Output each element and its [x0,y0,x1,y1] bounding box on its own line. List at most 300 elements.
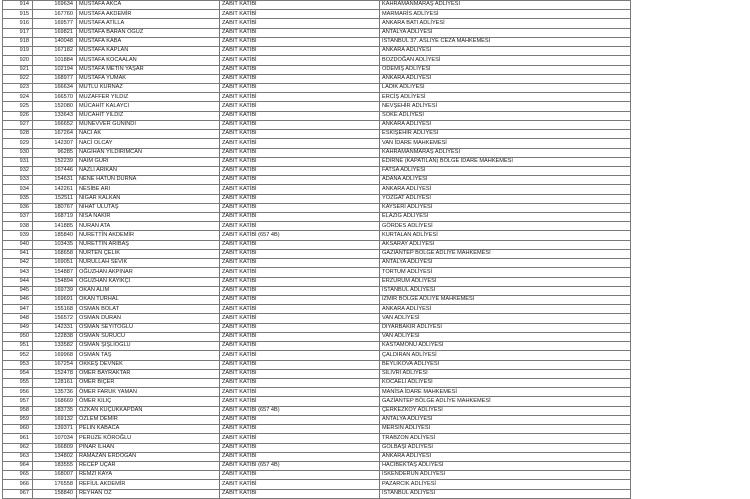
title-cell: ZABIT KATİBİ [220,222,380,231]
title-cell: ZABIT KATİBİ [220,19,380,28]
registry-id-cell: 107034 [33,434,77,443]
registry-id-cell: 133643 [33,111,77,120]
full-name-cell: REYHAN ÖZ [77,489,220,498]
table-row [3,360,747,369]
table-row [3,65,747,74]
empty-cell [631,74,747,83]
title-cell: ZABIT KATİBİ [220,480,380,489]
title-cell: ZABIT KATİBİ [220,314,380,323]
court-cell: MANİSA İDARE MAHKEMESİ [380,388,631,397]
full-name-cell: MUSTAFA YUMAK [77,74,220,83]
empty-cell [631,65,747,74]
full-name-cell: OĞUZHAN KAYIKÇI [77,277,220,286]
court-cell: VAN ADLİYESİ [380,332,631,341]
title-cell: ZABIT KATİBİ [220,286,380,295]
registry-id-cell: 169132 [33,415,77,424]
court-cell: İSKENDERUN ADLİYESİ [380,471,631,480]
court-cell: SİLİVRİ ADLİYESİ [380,369,631,378]
court-cell: ERCİŞ ADLİYESİ [380,93,631,102]
table-row [3,305,747,314]
registry-id-cell: 154894 [33,277,77,286]
title-cell: ZABIT KATİBİ [220,240,380,249]
title-cell: ZABIT KATİBİ [220,203,380,212]
full-name-cell: NURETTİN ARIBAŞ [77,240,220,249]
full-name-cell: MUZAFFER YILDIZ [77,93,220,102]
court-cell: GAZİANTEP BÖLGE ADLİYE MAHKEMESİ [380,397,631,406]
title-cell: ZABIT KATİBİ [220,351,380,360]
court-cell: NEVŞEHİR ADLİYESİ [380,102,631,111]
registry-id-cell: 166570 [33,93,77,102]
table-row [3,231,747,240]
empty-cell [631,83,747,92]
row-number-cell: 922 [3,74,33,83]
table-row [3,56,747,65]
registry-id-cell: 142261 [33,185,77,194]
full-name-cell: NURULLAH SEVİK [77,259,220,268]
empty-cell [631,369,747,378]
empty-cell [631,157,747,166]
personnel-table-body [3,1,747,499]
row-number-cell: 960 [3,425,33,434]
title-cell: ZABIT KATİBİ [220,10,380,19]
title-cell: ZABIT KATİBİ (657 4B) [220,461,380,470]
title-cell: ZABIT KATİBİ [220,130,380,139]
empty-cell [631,166,747,175]
row-number-cell: 954 [3,369,33,378]
title-cell: ZABIT KATİBİ [220,388,380,397]
table-row [3,406,747,415]
table-row [3,277,747,286]
row-number-cell: 956 [3,388,33,397]
empty-cell [631,305,747,314]
full-name-cell: OKAN ALİM [77,286,220,295]
court-cell: KAHRAMANMARAŞ ADLİYESİ [380,1,631,10]
full-name-cell: OSMAN SÜRÜCÜ [77,332,220,341]
title-cell: ZABIT KATİBİ [220,259,380,268]
title-cell: ZABIT KATİBİ [220,185,380,194]
table-row [3,93,747,102]
row-number-cell: 930 [3,148,33,157]
title-cell: ZABIT KATİBİ [220,378,380,387]
court-cell: VAN İDARE MAHKEMESİ [380,139,631,148]
registry-id-cell: 169051 [33,259,77,268]
table-row [3,213,747,222]
court-cell: KAHRAMANMARAŞ ADLİYESİ [380,148,631,157]
title-cell: ZABIT KATİBİ [220,277,380,286]
title-cell: ZABIT KATİBİ [220,305,380,314]
empty-cell [631,176,747,185]
row-number-cell: 937 [3,213,33,222]
court-cell: ANKARA ADLİYESİ [380,47,631,56]
full-name-cell: NENE HATUN DURNA [77,176,220,185]
table-row [3,351,747,360]
registry-id-cell: 166652 [33,120,77,129]
row-number-cell: 951 [3,342,33,351]
row-number-cell: 932 [3,166,33,175]
court-cell: PAZARCIK ADLİYESİ [380,480,631,489]
registry-id-cell: 133582 [33,342,77,351]
empty-cell [631,10,747,19]
registry-id-cell: 183555 [33,461,77,470]
title-cell: ZABIT KATİBİ [220,194,380,203]
empty-cell [631,1,747,10]
title-cell: ZABIT KATİBİ [220,1,380,10]
registry-id-cell: 101884 [33,56,77,65]
court-cell: ANKARA BATI ADLİYESİ [380,19,631,28]
registry-id-cell: 168719 [33,213,77,222]
court-cell: BEYLİKOVA ADLİYESİ [380,360,631,369]
title-cell: ZABIT KATİBİ [220,139,380,148]
table-row [3,222,747,231]
table-row [3,323,747,332]
row-number-cell: 950 [3,332,33,341]
full-name-cell: MÜCAHİT KALAYCI [77,102,220,111]
registry-id-cell: 134802 [33,452,77,461]
title-cell: ZABIT KATİBİ [220,296,380,305]
full-name-cell: OSMAN SEYİTOĞLU [77,323,220,332]
title-cell: ZABIT KATİBİ [220,176,380,185]
empty-cell [631,415,747,424]
full-name-cell: NAĞİHAN YILDIRIMCAN [77,148,220,157]
registry-id-cell: 167446 [33,166,77,175]
row-number-cell: 923 [3,83,33,92]
full-name-cell: MUSTAFA AKDEMİR [77,10,220,19]
full-name-cell: NACİ OLCAY [77,139,220,148]
empty-cell [631,360,747,369]
registry-id-cell: 152239 [33,157,77,166]
registry-id-cell: 154887 [33,268,77,277]
title-cell: ZABIT KATİBİ [220,120,380,129]
table-row [3,240,747,249]
row-number-cell: 945 [3,286,33,295]
row-number-cell: 931 [3,157,33,166]
table-row [3,332,747,341]
table-row [3,157,747,166]
registry-id-cell: 167264 [33,130,77,139]
row-number-cell: 957 [3,397,33,406]
table-row [3,130,747,139]
row-number-cell: 953 [3,360,33,369]
table-row [3,480,747,489]
row-number-cell: 934 [3,185,33,194]
title-cell: ZABIT KATİBİ [220,332,380,341]
court-cell: ADANA ADLİYESİ [380,176,631,185]
registry-id-cell: 139371 [33,425,77,434]
table-row [3,47,747,56]
table-row [3,185,747,194]
table-row [3,314,747,323]
court-cell: GAZİANTEP BÖLGE ADLİYE MAHKEMESİ [380,249,631,258]
empty-cell [631,249,747,258]
full-name-cell: RECEP UÇAR [77,461,220,470]
full-name-cell: NACİ AK [77,130,220,139]
full-name-cell: NİSA NAKİR [77,213,220,222]
full-name-cell: MUSTAFA AKCA [77,1,220,10]
title-cell: ZABIT KATİBİ [220,425,380,434]
table-row [3,268,747,277]
row-number-cell: 941 [3,249,33,258]
row-number-cell: 933 [3,176,33,185]
empty-cell [631,489,747,498]
empty-cell [631,425,747,434]
court-cell: FATSA ADLİYESİ [380,166,631,175]
row-number-cell: 966 [3,480,33,489]
court-cell: GÖLBAŞI ADLİYESİ [380,443,631,452]
title-cell: ZABIT KATİBİ [220,342,380,351]
empty-cell [631,471,747,480]
empty-cell [631,332,747,341]
row-number-cell: 926 [3,111,33,120]
table-row [3,286,747,295]
title-cell: ZABIT KATİBİ [220,397,380,406]
table-row [3,83,747,92]
court-cell: ELAZIĞ ADLİYESİ [380,213,631,222]
registry-id-cell: 168658 [33,249,77,258]
full-name-cell: OKAN TURHAL [77,296,220,305]
empty-cell [631,452,747,461]
registry-id-cell: 142307 [33,139,77,148]
court-cell: VAN ADLİYESİ [380,314,631,323]
court-cell: ÇALDIRAN ADLİYESİ [380,351,631,360]
registry-id-cell: 167182 [33,47,77,56]
full-name-cell: NAZLI ARIKAN [77,166,220,175]
empty-cell [631,139,747,148]
table-row [3,111,747,120]
table-row [3,259,747,268]
title-cell: ZABIT KATİBİ [220,157,380,166]
full-name-cell: ÖMER FARUK YAMAN [77,388,220,397]
court-cell: DİYARBAKIR ADLİYESİ [380,323,631,332]
empty-cell [631,388,747,397]
title-cell: ZABIT KATİBİ [220,268,380,277]
court-cell: TRABZON ADLİYESİ [380,434,631,443]
court-cell: İSTANBUL 37. ASLİYE CEZA MAHKEMESİ [380,37,631,46]
court-cell: KURTALAN ADLİYESİ [380,231,631,240]
table-row [3,249,747,258]
row-number-cell: 920 [3,56,33,65]
court-cell: TORTUM ADLİYESİ [380,268,631,277]
row-number-cell: 949 [3,323,33,332]
court-cell: İSTANBUL ADLİYESİ [380,489,631,498]
court-cell: AKSARAY ADLİYESİ [380,240,631,249]
empty-cell [631,480,747,489]
row-number-cell: 965 [3,471,33,480]
registry-id-cell: 103435 [33,240,77,249]
registry-id-cell: 168007 [33,471,77,480]
full-name-cell: MUSTAFA METİN YAŞAR [77,65,220,74]
title-cell: ZABIT KATİBİ [220,74,380,83]
court-cell: KAYSERİ ADLİYESİ [380,203,631,212]
registry-id-cell: 102194 [33,65,77,74]
full-name-cell: NİGAR KALKAN [77,194,220,203]
court-cell: ANKARA ADLİYESİ [380,452,631,461]
registry-id-cell: 185840 [33,231,77,240]
title-cell: ZABIT KATİBİ [220,65,380,74]
title-cell: ZABIT KATİBİ [220,434,380,443]
court-cell: EDİRNE (KAPATILAN) BÖLGE İDARE MAHKEMESİ [380,157,631,166]
table-row [3,19,747,28]
row-number-cell: 917 [3,28,33,37]
empty-cell [631,268,747,277]
title-cell: ZABIT KATİBİ [220,369,380,378]
registry-id-cell: 152511 [33,194,77,203]
empty-cell [631,37,747,46]
court-cell: İSTANBUL ADLİYESİ [380,286,631,295]
row-number-cell: 946 [3,296,33,305]
registry-id-cell: 155168 [33,305,77,314]
title-cell: ZABIT KATİBİ [220,489,380,498]
row-number-cell: 919 [3,47,33,56]
title-cell: ZABIT KATİBİ [220,443,380,452]
table-row [3,415,747,424]
title-cell: ZABIT KATİBİ [220,249,380,258]
registry-id-cell: 168977 [33,74,77,83]
title-cell: ZABIT KATİBİ [220,111,380,120]
court-cell: LADİK ADLİYESİ [380,83,631,92]
registry-id-cell: 96285 [33,148,77,157]
row-number-cell: 948 [3,314,33,323]
row-number-cell: 914 [3,1,33,10]
court-cell: ANKARA ADLİYESİ [380,74,631,83]
table-row [3,388,747,397]
table-row [3,10,747,19]
full-name-cell: RAMAZAN ERDOĞAN [77,452,220,461]
title-cell: ZABIT KATİBİ [220,471,380,480]
registry-id-cell: 180767 [33,203,77,212]
title-cell: ZABIT KATİBİ [220,452,380,461]
table-row [3,28,747,37]
court-cell: MARMARİS ADLİYESİ [380,10,631,19]
row-number-cell: 925 [3,102,33,111]
full-name-cell: REMZİ KAYA [77,471,220,480]
full-name-cell: NURAN ATA [77,222,220,231]
title-cell: ZABIT KATİBİ [220,166,380,175]
court-cell: KASTAMONU ADLİYESİ [380,342,631,351]
row-number-cell: 924 [3,93,33,102]
full-name-cell: REFİUL AKDEMİR [77,480,220,489]
row-number-cell: 944 [3,277,33,286]
row-number-cell: 967 [3,489,33,498]
empty-cell [631,259,747,268]
empty-cell [631,222,747,231]
full-name-cell: PELİN KABACA [77,425,220,434]
registry-id-cell: 142331 [33,323,77,332]
registry-id-cell: 135736 [33,388,77,397]
empty-cell [631,231,747,240]
table-row [3,120,747,129]
registry-id-cell: 152478 [33,369,77,378]
table-row [3,369,747,378]
row-number-cell: 916 [3,19,33,28]
empty-cell [631,277,747,286]
registry-id-cell: 169821 [33,28,77,37]
empty-cell [631,120,747,129]
title-cell: ZABIT KATİBİ [220,47,380,56]
table-row [3,166,747,175]
table-row [3,434,747,443]
empty-cell [631,185,747,194]
title-cell: ZABIT KATİBİ (657 4B) [220,231,380,240]
table-row [3,1,747,10]
table-row [3,203,747,212]
full-name-cell: NESİBE ARI [77,185,220,194]
full-name-cell: PINAR İLHAN [77,443,220,452]
registry-id-cell: 183735 [33,406,77,415]
empty-cell [631,443,747,452]
row-number-cell: 964 [3,461,33,470]
court-cell: YOZGAT ADLİYESİ [380,194,631,203]
table-row [3,489,747,498]
title-cell: ZABIT KATİBİ [220,83,380,92]
empty-cell [631,323,747,332]
table-row [3,176,747,185]
registry-id-cell: 166634 [33,83,77,92]
registry-id-cell: 169634 [33,1,77,10]
court-cell: ANTALYA ADLİYESİ [380,28,631,37]
empty-cell [631,314,747,323]
full-name-cell: MUSTAFA BARAN OĞUZ [77,28,220,37]
full-name-cell: MÜCAHİT YILDIZ [77,111,220,120]
table-row [3,139,747,148]
row-number-cell: 927 [3,120,33,129]
title-cell: ZABIT KATİBİ [220,102,380,111]
full-name-cell: MUSTAFA ATİLLA [77,19,220,28]
court-cell: ANTALYA ADLİYESİ [380,415,631,424]
registry-id-cell: 122838 [33,332,77,341]
table-row [3,296,747,305]
row-number-cell: 929 [3,139,33,148]
personnel-table [2,0,747,499]
empty-cell [631,148,747,157]
table-row [3,461,747,470]
registry-id-cell: 168669 [33,397,77,406]
empty-cell [631,19,747,28]
table-row [3,452,747,461]
title-cell: ZABIT KATİBİ [220,37,380,46]
full-name-cell: MUSTAFA KOCAALAN [77,56,220,65]
court-cell: İZMİR BÖLGE ADLİYE MAHKEMESİ [380,296,631,305]
full-name-cell: OSMAN TAŞ [77,351,220,360]
row-number-cell: 943 [3,268,33,277]
title-cell: ZABIT KATİBİ [220,148,380,157]
empty-cell [631,406,747,415]
table-row [3,425,747,434]
full-name-cell: ÖMER KILIÇ [77,397,220,406]
full-name-cell: OĞUZHAN AKPINAR [77,268,220,277]
row-number-cell: 915 [3,10,33,19]
table-row [3,397,747,406]
row-number-cell: 936 [3,203,33,212]
empty-cell [631,397,747,406]
registry-id-cell: 169577 [33,19,77,28]
court-cell: ÖDEMİŞ ADLİYESİ [380,65,631,74]
empty-cell [631,203,747,212]
court-cell: GÖRDES ADLİYESİ [380,222,631,231]
full-name-cell: ÖMER BİÇER [77,378,220,387]
empty-cell [631,286,747,295]
title-cell: ZABIT KATİBİ [220,360,380,369]
court-cell: BOZDOĞAN ADLİYESİ [380,56,631,65]
empty-cell [631,213,747,222]
registry-id-cell: 167760 [33,10,77,19]
court-cell: ANTALYA ADLİYESİ [380,259,631,268]
empty-cell [631,56,747,65]
empty-cell [631,111,747,120]
empty-cell [631,342,747,351]
registry-id-cell: 140048 [33,37,77,46]
empty-cell [631,194,747,203]
row-number-cell: 938 [3,222,33,231]
